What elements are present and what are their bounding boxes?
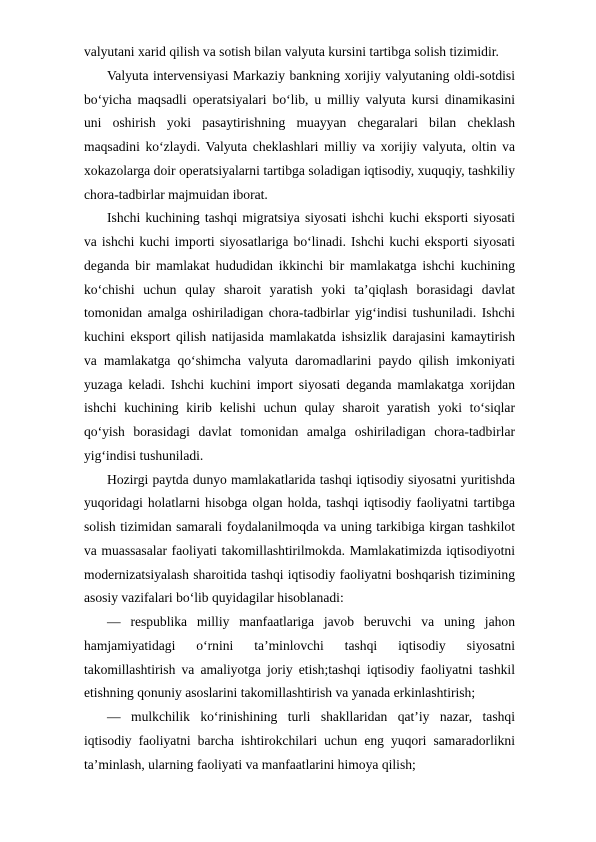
- paragraph-continuation: valyutani xarid qilish va sotish bilan valyuta kursini tartibga solish tizimidir.: [84, 44, 499, 59]
- list-item-efficiency: — mulkchilik ko‘rinishining turli shakllaridan qat’iy nazar, tashqi iqtisodiy faoliyatni barcha ishtirokchilari uchun eng yuqori samaradorlikni ta’minlash, ularning faoliyati va manfaatlarini himoya qilish;: [84, 709, 515, 772]
- paragraph-foreign-economic-policy: Hozirgi paytda dunyo mamlakatlarida tashqi iqtisodiy siyosatni yuritishda yuqoridagi holatlarni hisobga olgan holda, tashqi iqtisodiy faoliyatni tartibga solish tizimidan samarali foydalanilmoqda va uning tarkibiga kirgan tashkilot va muassasalar faoliyati takomillashtirilmokda. Mamlakatimizda iqtisodiyotni modernizatsiyalash sharoitida tashqi iqtisodiy faoliyatni boshqarish tizimining asosiy vazifalari bo‘lib quyidagilar hisoblanadi:: [84, 471, 515, 606]
- paragraph-labor-migration: Ishchi kuchining tashqi migratsiya siyosati ishchi kuchi eksporti siyosati va ishchi kuchi importi siyosatlariga bo‘linadi. Ishchi kuchi eksporti siyosati deganda bir mamlakat hududidan ikkinchi bir mamlakatga ishchi kuchining ko‘chishi uchun qulay sharoit yaratish yoki ta’qiqlash borasidagi davlat tomonidan amalga oshiriladigan chora-tadbirlar yig‘indisi tushuniladi. Ishchi kuchini eksport qilish natijasida mamlakatda ishsizlik darajasini kamaytirish va mamlakatga qo‘shimcha valyuta daromadlarini paydo qilish imkoniyati yuzaga keladi. Ishchi kuchini import siyosati deganda mamlakatga xorijdan ishchi kuchining kirib kelishi uchun qulay sharoit yaratish yoki to‘siqlar qo‘yish borasidagi davlat tomonidan amalga oshiriladigan chora-tadbirlar yig‘indisi tushuniladi.: [84, 210, 515, 463]
- document-page: [84, 40, 515, 776]
- list-item-policy-improvement: — respublika milliy manfaatlariga javob beruvchi va uning jahon hamjamiyatidagi o‘rnini ta’minlovchi tashqi iqtisodiy siyosatni takomillashtirish va amaliyotga joriy etish;tashqi iqtisodiy faoliyatni tashkil etishning qonuniy asoslarini takomillashtirish va yanada erkinlashtirish;: [84, 614, 515, 701]
- paragraph-currency-intervention: Valyuta intervensiyasi Markaziy bankning xorijiy valyutaning oldi-sotdisi bo‘yicha maqsadli operatsiyalari bo‘lib, u milliy valyuta kursi dinamikasini uni oshirish yoki pasaytirishning muayyan chegaralari bilan cheklash maqsadini ko‘zlaydi. Valyuta cheklashlari milliy va xorijiy valyuta, oltin va xokazolarga doir operatsiyalarni tartibga soladigan iqtisodiy, xuquqiy, tashkiliy chora-tadbirlar majmuidan iborat.: [84, 67, 515, 202]
